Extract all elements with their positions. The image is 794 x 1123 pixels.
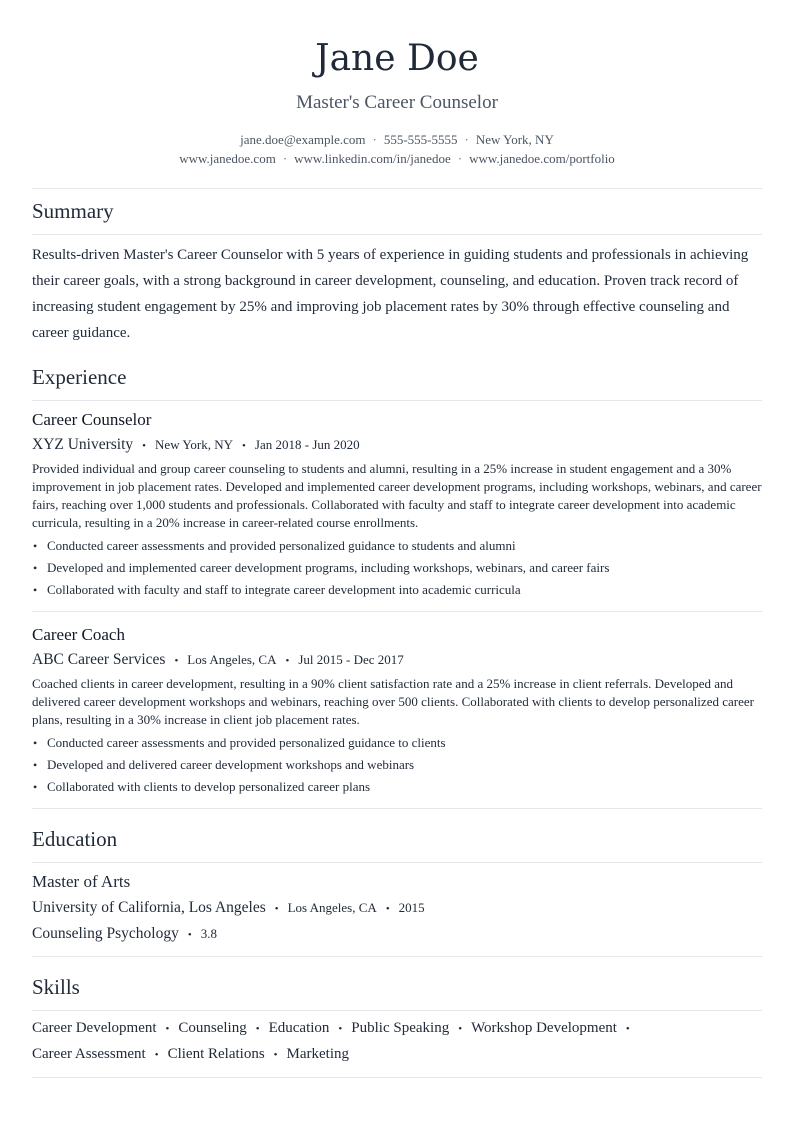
skill-dot: • xyxy=(255,1023,260,1035)
skill-item: Education xyxy=(268,1020,330,1036)
skill-item: Counseling xyxy=(178,1020,247,1036)
skill-item: Client Relations xyxy=(167,1046,265,1062)
experience-item xyxy=(32,410,762,601)
candidate-name: Jane Doe xyxy=(315,38,479,79)
meta-dot: • xyxy=(187,929,192,941)
job-bullet: • Developed and delivered career development workshops and webinars xyxy=(32,754,762,776)
job-bullets xyxy=(32,732,762,798)
edu-field: Counseling Psychology xyxy=(32,925,179,942)
meta-dot: • xyxy=(274,903,279,915)
meta-dot: • xyxy=(285,655,290,667)
summary-text: Results-driven Master's Career Counselor with 5 years of experience in guiding students and professionals in achieving their career goals, with a strong background in career development, counseling, and education. Proven track record of increasing student engagement by 25% and improving job placement rates by 30% through effective counseling and career guidance. xyxy=(32,247,749,341)
summary-heading: Summary xyxy=(32,199,114,223)
skill-item: Career Assessment xyxy=(32,1046,146,1062)
linkedin-link[interactable]: www.linkedin.com/in/janedoe xyxy=(294,151,451,166)
divider xyxy=(32,611,762,612)
divider xyxy=(32,188,762,189)
skill-dot: • xyxy=(165,1023,170,1035)
edu-field-line xyxy=(32,924,762,945)
skill-item: Marketing xyxy=(286,1046,350,1062)
skill-dot: • xyxy=(625,1023,630,1035)
contact-line-1 xyxy=(32,130,762,149)
job-bullet: • Conducted career assessments and provided personalized guidance to students and alumni xyxy=(32,535,762,557)
edu-degree: Master of Arts xyxy=(32,872,131,891)
meta-dot: • xyxy=(142,440,147,452)
job-org: XYZ University xyxy=(32,436,134,453)
experience-item xyxy=(32,625,762,798)
job-bullets xyxy=(32,535,762,601)
job-bullet: • Collaborated with faculty and staff to integrate career development into academic curricula xyxy=(32,579,762,601)
edu-school: University of California, Los Angeles xyxy=(32,899,266,916)
meta-dot: • xyxy=(242,440,246,452)
job-bullet: • Collaborated with clients to develop personalized career plans xyxy=(32,776,762,798)
skill-item: Workshop Development xyxy=(471,1020,617,1036)
edu-gpa: 3.8 xyxy=(200,926,217,941)
job-title: Career Coach xyxy=(32,625,125,644)
job-bullet: • Conducted career assessments and provided personalized guidance to clients xyxy=(32,732,762,754)
contact-separator: · xyxy=(372,132,377,147)
skills-list xyxy=(32,1016,762,1068)
divider xyxy=(32,1077,762,1078)
skill-item: Career Development xyxy=(32,1020,157,1036)
skill-item: Public Speaking xyxy=(351,1020,450,1036)
contact-line-2 xyxy=(32,149,762,168)
experience-heading: Experience xyxy=(32,365,127,389)
education-item xyxy=(32,872,762,945)
resume-header xyxy=(32,0,762,168)
job-dates: Jul 2015 - Dec 2017 xyxy=(298,652,404,667)
divider xyxy=(32,1010,762,1011)
contact-separator: · xyxy=(282,151,288,166)
skill-dot: • xyxy=(154,1049,159,1061)
divider xyxy=(32,808,762,809)
job-bullet: • Developed and implemented career development programs, including workshops, webinars, and career fairs xyxy=(32,557,762,579)
meta-dot: • xyxy=(385,903,390,915)
edu-location: Los Angeles, CA xyxy=(287,900,377,915)
job-meta xyxy=(32,436,762,455)
contact-location: New York, NY xyxy=(475,132,554,147)
skill-dot: • xyxy=(273,1049,278,1061)
candidate-role: Master's Career Counselor xyxy=(296,92,498,113)
job-description: Provided individual and group career counseling to students and alumni, resulting in a 25% increase in student engagement and a 30% improvement in job placement rates. Developed and implemented career development programs, including workshops, webinars, and career fairs, reaching over 1,000 students and professionals. Collaborated with faculty and staff to integrate career development into academic curricula, resulting in a 20% increase in career-related course enrollments. xyxy=(32,461,762,530)
contact-separator: · xyxy=(464,132,469,147)
job-location: New York, NY xyxy=(155,437,234,452)
skill-dot: • xyxy=(458,1023,463,1035)
edu-school-line xyxy=(32,898,762,919)
skill-dot: • xyxy=(338,1023,343,1035)
contact-email[interactable]: jane.doe@example.com xyxy=(240,132,366,147)
education-heading: Education xyxy=(32,827,118,851)
contact-phone[interactable]: 555-555-5555 xyxy=(383,132,458,147)
skills-row xyxy=(32,1016,762,1042)
divider xyxy=(32,956,762,957)
meta-dot: • xyxy=(174,655,179,667)
job-org: ABC Career Services xyxy=(32,651,166,668)
job-description: Coached clients in career development, resulting in a 90% client satisfaction rate and a 25% increase in client referrals. Developed and delivered career development workshops and webinars, reaching over 500 clients. Collaborated with clients to develop personalized career plans, resulting in a 30% increase in client job placement rates. xyxy=(32,676,754,727)
divider xyxy=(32,234,762,235)
skills-heading: Skills xyxy=(32,975,80,999)
divider xyxy=(32,400,762,401)
job-meta xyxy=(32,651,762,670)
job-title: Career Counselor xyxy=(32,410,152,429)
job-location: Los Angeles, CA xyxy=(187,652,277,667)
edu-year: 2015 xyxy=(398,900,425,915)
contact-separator: · xyxy=(457,151,463,166)
skills-row xyxy=(32,1042,762,1068)
portfolio-link[interactable]: www.janedoe.com/portfolio xyxy=(469,151,615,166)
divider xyxy=(32,862,762,863)
job-dates: Jan 2018 - Jun 2020 xyxy=(254,437,360,452)
website-link[interactable]: www.janedoe.com xyxy=(179,151,276,166)
